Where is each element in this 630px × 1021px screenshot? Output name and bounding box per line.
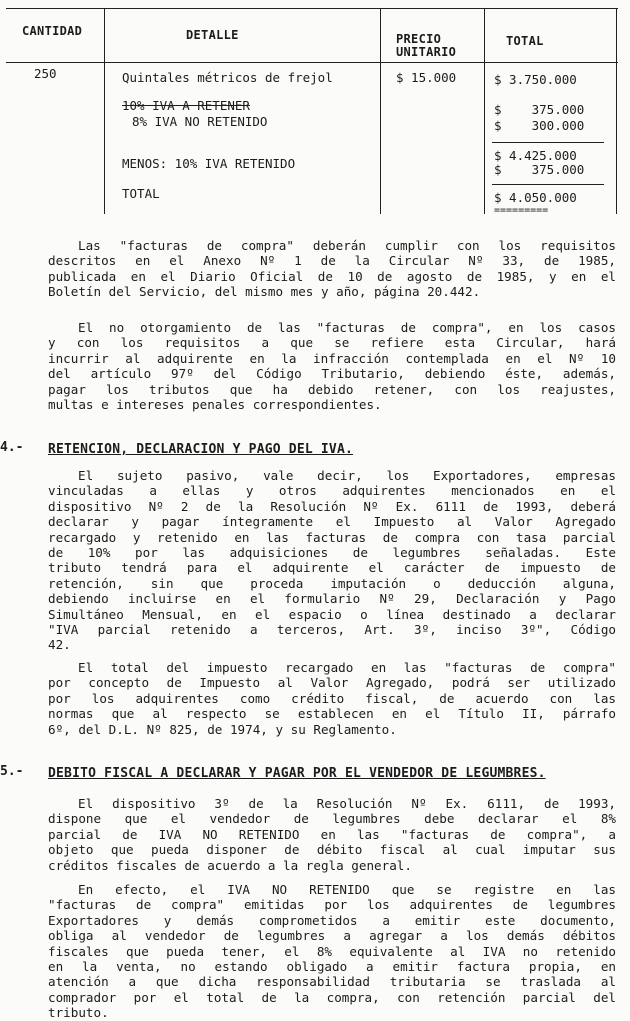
text-line: pagar los tributos que ha debido retener, con los reajustes, [48,381,616,397]
text-line: del artículo 97º del Código Tributario, debiendo éste, además, [48,366,616,382]
text-line: por concepto de Impuesto al Valor Agregado, podrá ser utilizado [48,675,616,691]
text-line: tributo tendrá para el adquirente el carácter de impuesto de [48,560,616,576]
text-line: normas que al respecto se establecen en el Título II, párrafo [48,706,616,722]
text-line: Boletín del Servicio, del mismo mes y año, página 20.442. [48,284,481,300]
paragraph-total-impuesto [48,660,616,737]
header-total: TOTAL [506,34,544,48]
text-line: Exportadores y demás comprometidos a emitir este documento, [48,912,616,928]
column-divider [484,8,485,214]
table-border-right [616,8,617,214]
header-unitario: UNITARIO [396,45,457,59]
text-line: El total del impuesto recargado en las "facturas de compra" [78,660,616,675]
text-line: créditos fiscales de acuerdo a la regla general. [48,857,412,873]
text-line: "IVA parcial retenido a terceros, Art. 3º, inciso 3º", Código [48,622,616,638]
subtotal-rule [492,142,604,143]
text-line: El dispositivo 3º de la Resolución Nº Ex. 6111, de 1993, [78,796,616,811]
iva-10-amount: $ 375.000 [494,102,585,117]
text-line: Simultáneo Mensual, en el espacio o línea destinado a declarar [48,606,616,622]
text-line: atención a que dicha responsabilidad tributaria se traslada al [48,974,616,990]
menos-label: MENOS: 10% IVA RETENIDO [122,156,296,171]
table-header-divider [6,62,618,63]
paragraph-en-efecto [48,882,616,1021]
header-precio: PRECIO [396,32,442,46]
total-rule [492,184,604,185]
text-line: tributo. [48,1005,109,1021]
paragraph-requisitos [48,238,616,300]
text-line: de 10% por las adquisiciones de legumbres señaladas. Este [48,545,616,561]
header-detalle: DETALLE [186,28,239,42]
section-5-title: DEBITO FISCAL A DECLARAR Y PAGAR POR EL VENDEDOR DE LEGUMBRES. [48,766,546,781]
text-line: declarar y pagar íntegramente el Impuesto al Valor Agregado [48,514,616,530]
text-line: 6º, del D.L. Nº 825, de 1974, y su Reglamento. [48,721,397,737]
paragraph-dispositivo [48,796,616,873]
column-divider [380,8,381,214]
text-line: El no otorgamiento de las "facturas de compra", en los casos [78,320,616,335]
iva-10-label: 10% IVA A RETENER [122,98,250,113]
iva-8-label: 8% IVA NO RETENIDO [132,114,268,129]
text-line: dispositivo Nº 2 de la Resolución Nº Ex. 6111 de 1993, deberá [48,498,616,514]
unit-price-value: $ 15.000 [396,70,457,85]
text-line: publicada en el Diario Oficial de 10 de agosto de 1985, y en el [48,268,616,284]
text-line: comprador por el total de la compra, con retención parcial del [48,989,616,1005]
text-line: por los adquirentes como crédito fiscal, de acuerdo con las [48,690,616,706]
text-line: multas e intereses penales correspondientes. [48,397,382,413]
table-border-top [6,8,618,9]
header-cantidad: CANTIDAD [22,24,83,38]
text-line: incurrir al adquirente en la infracción contemplada en el Nº 10 [48,350,616,366]
iva-8-amount: $ 300.000 [494,118,585,133]
text-line: "facturas de compra" emitidas por los adquirentes de legumbres [48,897,616,913]
text-line: debiendo incluirse en el formulario Nº 29, Declaración y Pago [48,591,616,607]
total-amount: $ 4.050.000 [494,190,577,205]
menos-amount: $ 375.000 [494,162,585,177]
line-total-value: $ 3.750.000 [494,72,577,87]
product-description: Quintales métricos de frejol [122,70,333,85]
text-line: recargado y retenido en las facturas de compra con tasa parcial [48,529,616,545]
double-underline: ========= [494,205,549,216]
text-line: objeto que pueda disponer de débito fiscal al cual imputar sus [48,842,616,858]
text-line: fiscales que pueda tener, el 8% equivalente al IVA no retenido [48,943,616,959]
quantity-value: 250 [34,66,57,81]
text-line: y con los requisitos a que se refiere esta Circular, hará [48,335,616,351]
paragraph-sujeto-pasivo [48,468,616,653]
text-line: En efecto, el IVA NO RETENIDO que se registre en las [78,882,616,897]
section-5-number: 5.- [0,764,24,779]
paragraph-otorgamiento [48,320,616,412]
text-line: Las "facturas de compra" deberán cumplir con los requisitos [78,238,616,253]
text-line: descritos en el Anexo Nº 1 de la Circular Nº 33, de 1985, [48,253,616,269]
invoice-table [6,8,618,214]
text-line: El sujeto pasivo, vale decir, los Exportadores, empresas [78,468,616,483]
subtotal-value: $ 4.425.000 [494,148,577,163]
text-line: parcial de IVA NO RETENIDO en las "facturas de compra", a [48,826,616,842]
total-label: TOTAL [122,186,160,201]
text-line: dispone que el vendedor de legumbres debe declarar el 8% [48,811,616,827]
column-divider [104,8,105,214]
text-line: retención, sin que proceda imputación o deducción alguna, [48,575,616,591]
text-line: en la venta, no estando obligado a emitir factura propia, en [48,959,616,975]
text-line: obliga al vendedor de legumbres a agregar a los demás débitos [48,928,616,944]
text-line: 42. [48,637,71,653]
text-line: vinculadas a ellas y otros adquirentes mencionados en el [48,483,616,499]
section-4-title: RETENCION, DECLARACION Y PAGO DEL IVA. [48,442,354,457]
section-4-number: 4.- [0,440,24,455]
